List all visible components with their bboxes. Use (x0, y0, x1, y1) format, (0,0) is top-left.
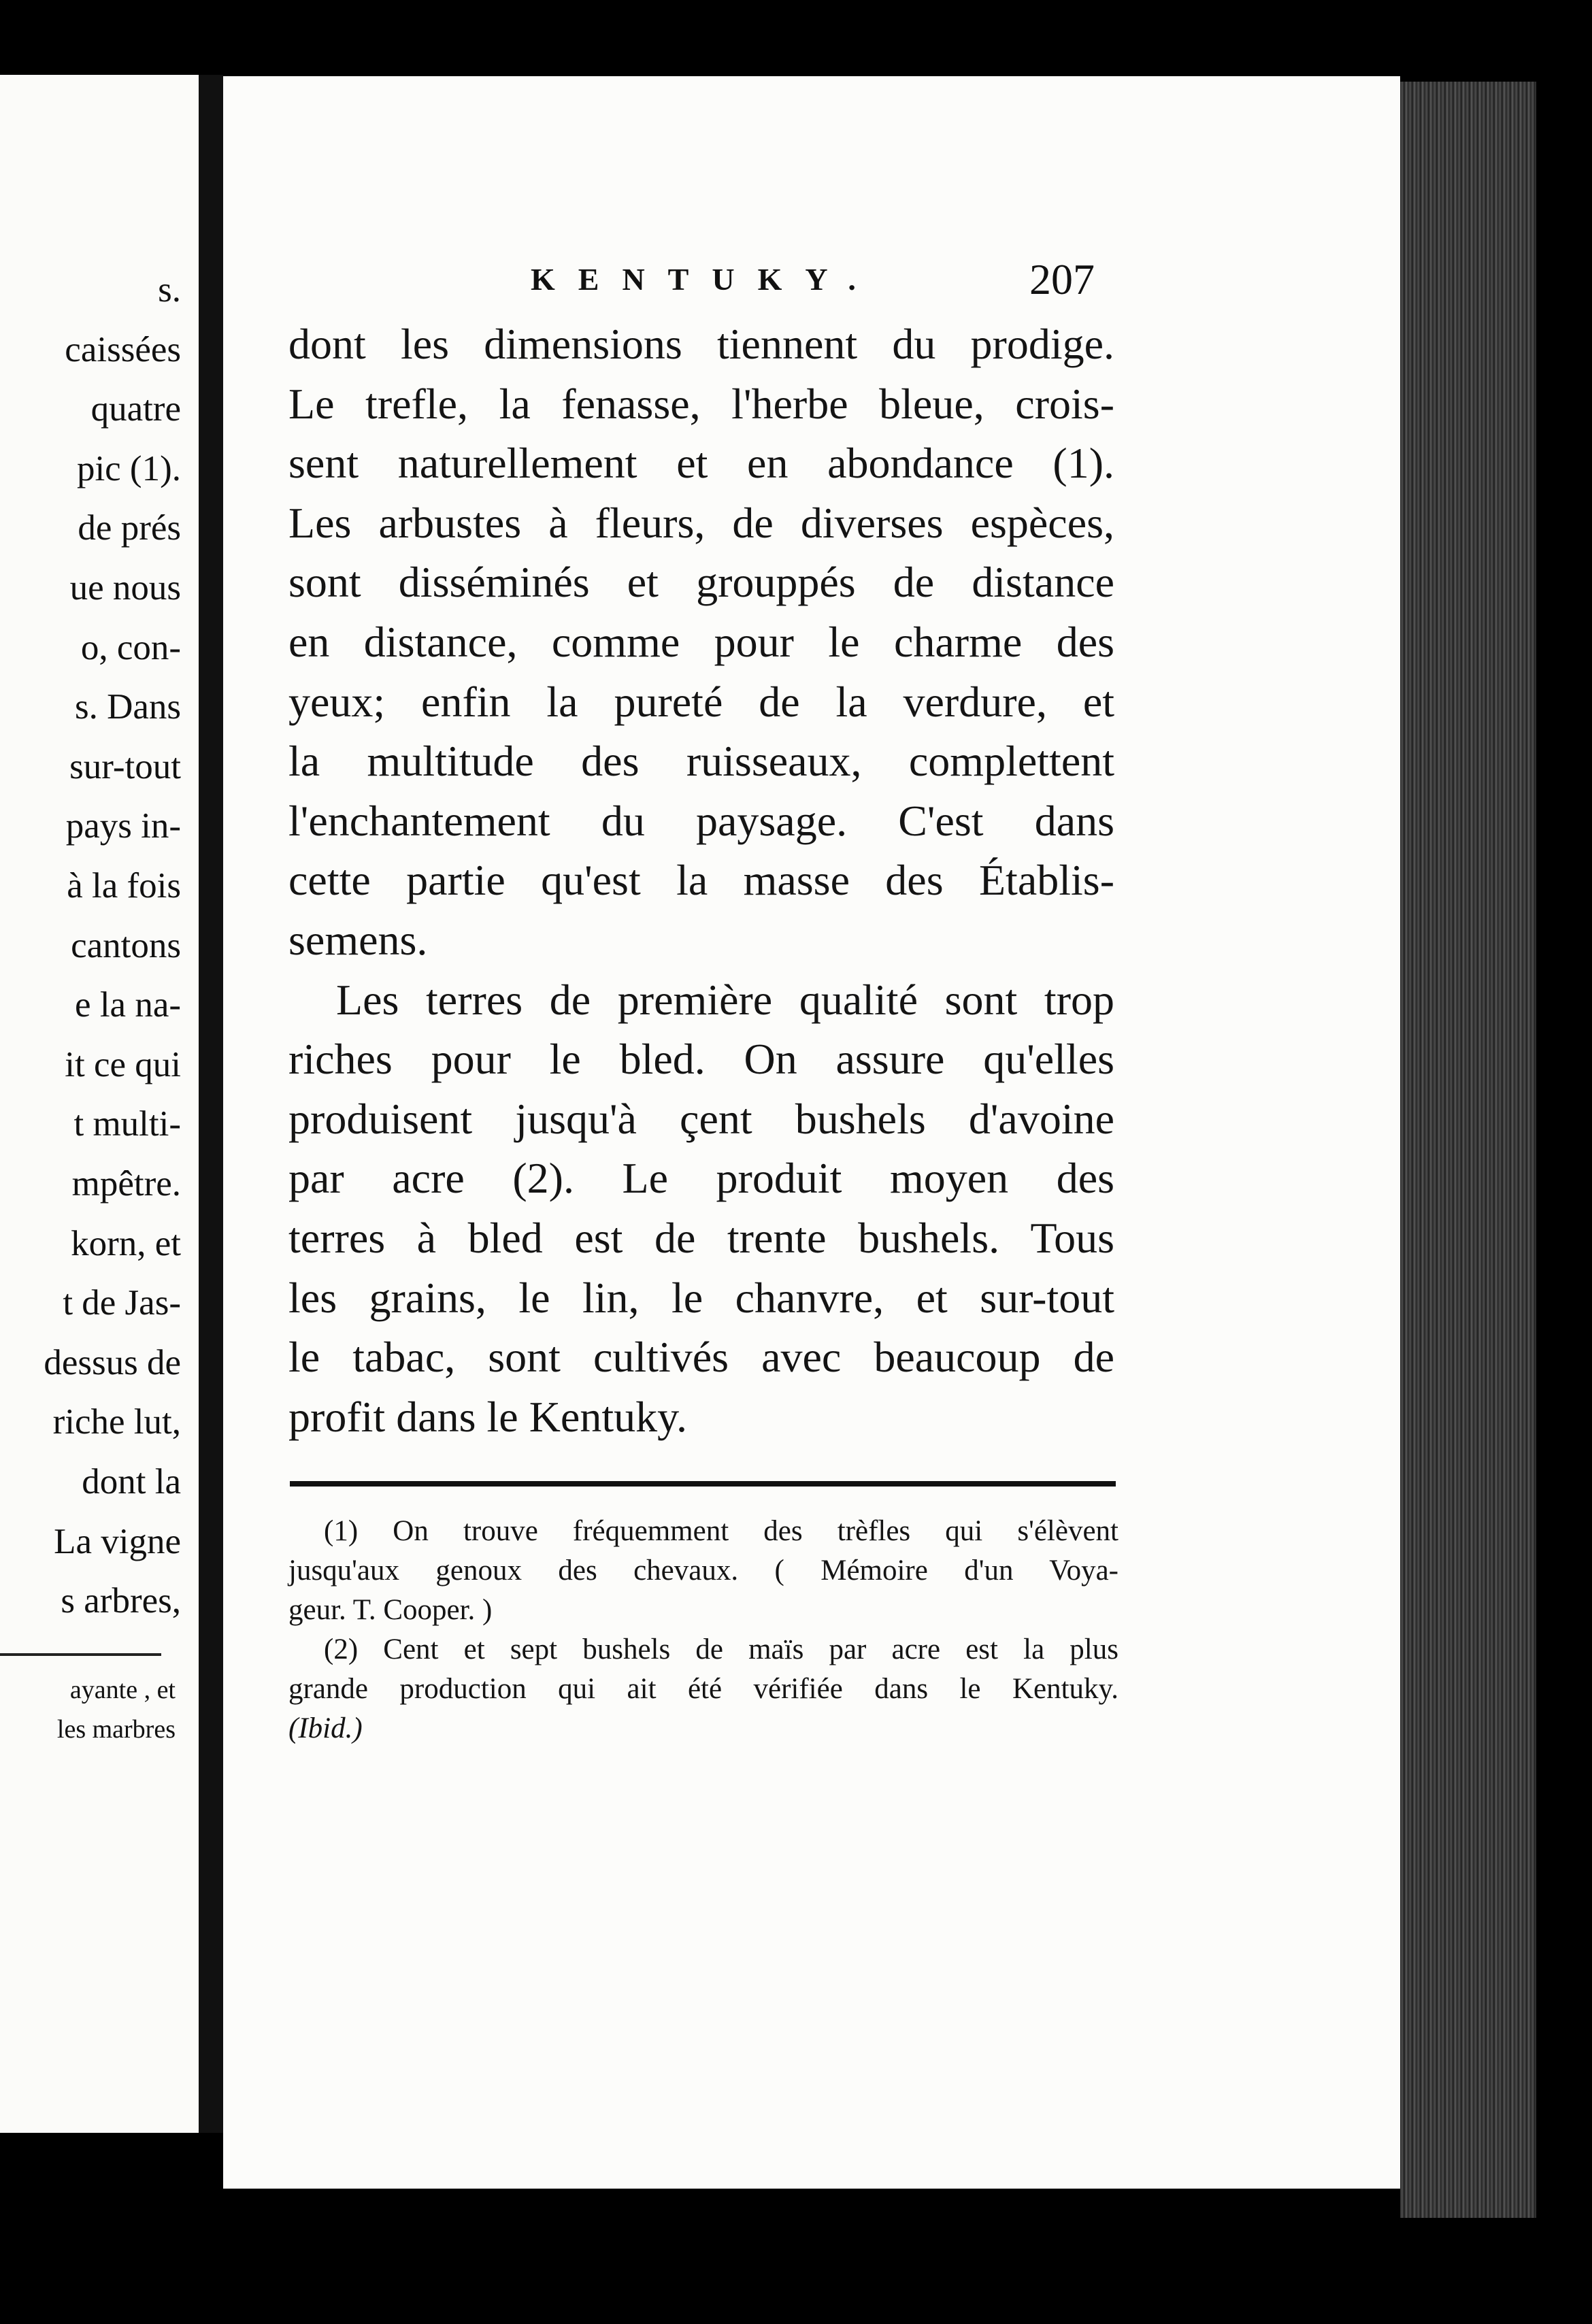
book-page (223, 76, 1400, 2189)
facing-page-line: sur-tout (69, 746, 181, 786)
text-line: Les terres de première qualité sont trop (336, 975, 1114, 1024)
page-number: 207 (1029, 255, 1095, 303)
facing-page-note-line: ayante , et (69, 1676, 176, 1704)
facing-page-line: mpêtre. (71, 1164, 181, 1204)
main-text (288, 314, 1114, 1446)
page-header (223, 254, 1400, 316)
facing-page-line: dont la (82, 1462, 181, 1501)
text-line: cette partie qu'est la masse des Établis- (288, 856, 1114, 905)
facing-page-footnote-rule (0, 1653, 161, 1656)
footnote-line: geur. T. Cooper. ) (288, 1594, 493, 1626)
page-edges (1400, 82, 1536, 2218)
facing-page-line: t de Jas- (63, 1283, 181, 1323)
text-line: riches pour le bled. On assure qu'elles (288, 1035, 1114, 1084)
facing-page-line: ue nous (69, 568, 181, 608)
text-line: sent naturellement et en abondance (1). (288, 439, 1114, 488)
facing-page-line: o, con- (80, 627, 181, 667)
text-line: la multitude des ruisseaux, complettent (288, 737, 1114, 786)
text-line: le tabac, sont cultivés avec beaucoup de (288, 1333, 1114, 1382)
text-line: terres à bled est de trente bushels. Tous (288, 1213, 1114, 1262)
footnote-line: grande production qui ait été vérifiée dans le Kentuky. (288, 1673, 1118, 1705)
facing-page-line: de prés (78, 508, 181, 548)
footnote-rule (290, 1481, 1116, 1487)
facing-page-line: La vigne (54, 1521, 181, 1561)
facing-page-line: à la fois (67, 866, 181, 906)
footnote-line: (2) Cent et sept bushels de maïs par acre est la plus (324, 1633, 1118, 1665)
text-line: l'enchantement du paysage. C'est dans (288, 796, 1114, 845)
facing-page-line: e la na- (75, 985, 181, 1025)
facing-page-line: korn, et (71, 1223, 181, 1263)
facing-page-line: dessus de (44, 1342, 181, 1382)
facing-page-line: s. Dans (74, 687, 181, 727)
facing-page-line: pays in- (65, 806, 181, 846)
text-line: Les arbustes à fleurs, de diverses espèces, (288, 498, 1114, 547)
facing-page-line: quatre (90, 389, 181, 429)
footnotes (288, 1512, 1118, 1748)
facing-page-line: caissées (65, 329, 181, 369)
text-line: les grains, le lin, le chanvre, et sur-tout (288, 1273, 1114, 1322)
facing-page-line: t multi- (73, 1104, 181, 1144)
background-edge (1536, 75, 1592, 2324)
footnote-line: (1) On trouve fréquemment des trèfles qui s'élèvent (324, 1515, 1118, 1547)
facing-page-line: pic (1). (76, 448, 181, 488)
footnote-line: jusqu'aux genoux des chevaux. ( Mémoire d'un Voya- (288, 1555, 1118, 1587)
facing-page-line: s. (158, 270, 181, 310)
text-line: par acre (2). Le produit moyen des (288, 1154, 1114, 1203)
text-line: en distance, comme pour le charme des (288, 617, 1114, 666)
text-line: produisent jusqu'à çent bushels d'avoine (288, 1094, 1114, 1143)
facing-page-line: it ce qui (65, 1044, 181, 1084)
running-head: KENTUKY. (531, 262, 879, 297)
book-gutter (199, 75, 223, 2133)
facing-page-note-line: les marbres (56, 1715, 176, 1744)
text-line: yeux; enfin la pureté de la verdure, et (288, 677, 1114, 726)
text-line: profit dans le Kentuky. (288, 1392, 687, 1441)
text-line: dont les dimensions tiennent du prodige. (288, 320, 1114, 368)
text-line: Le trefle, la fenasse, l'herbe bleue, crois- (288, 379, 1114, 428)
facing-page-line: s arbres, (61, 1581, 181, 1621)
footnote-line: (Ibid.) (288, 1712, 363, 1744)
text-line: semens. (288, 915, 428, 964)
facing-page-line: cantons (71, 925, 181, 965)
facing-page-fragment (0, 75, 199, 2133)
facing-page-line: riche lut, (52, 1402, 181, 1442)
text-line: sont disséminés et grouppés de distance (288, 558, 1114, 607)
